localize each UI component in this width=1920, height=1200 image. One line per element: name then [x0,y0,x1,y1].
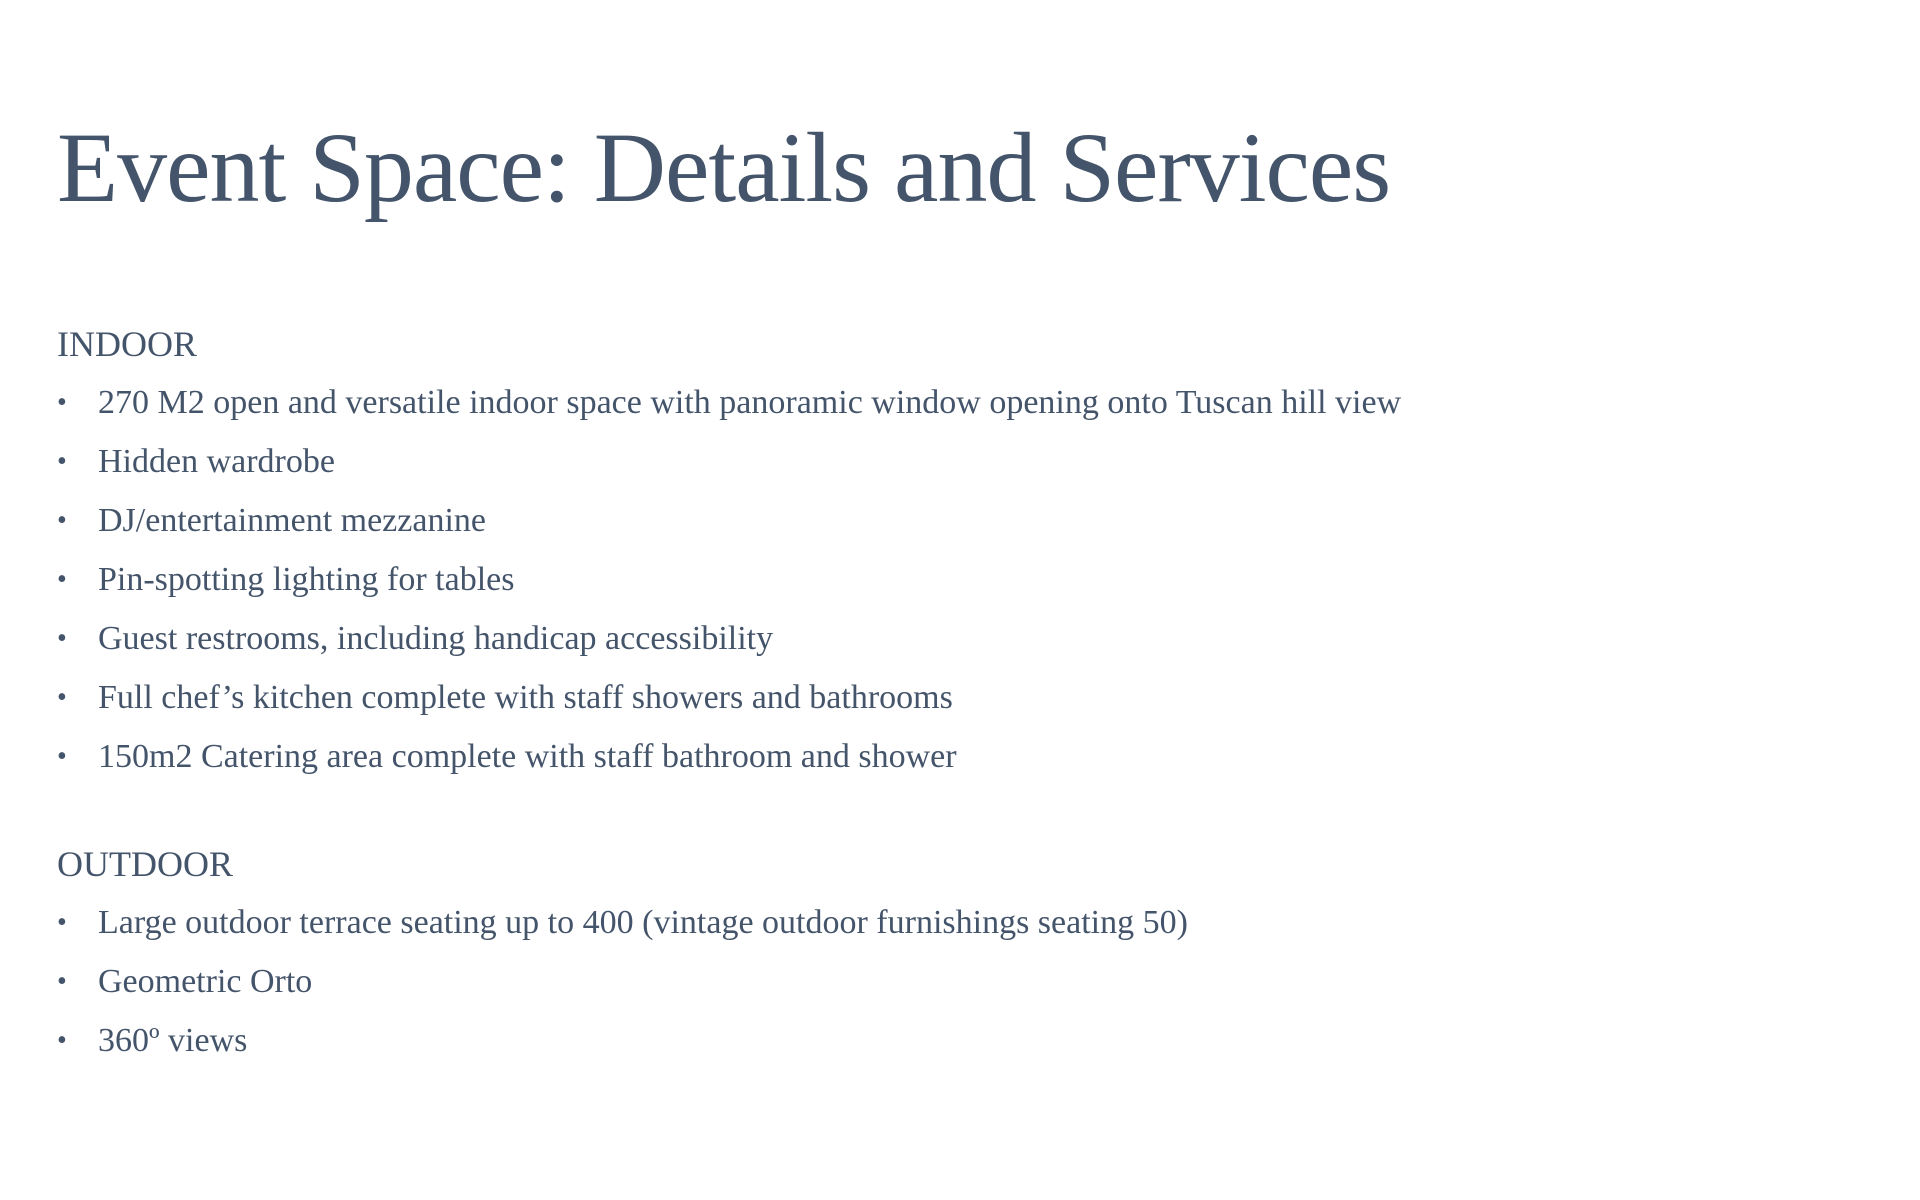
list-item-text: Large outdoor terrace seating up to 400 (vintage outdoor furnishings seating 50) [98,904,1188,941]
bullet-icon: • [57,682,67,713]
list-item [57,899,1857,947]
slide-title: Event Space: Details and Services [57,112,1391,223]
list-item-text: Pin-spotting lighting for tables [98,561,515,598]
list-item-text: 270 M2 open and versatile indoor space with panoramic window opening onto Tuscan hill view [98,384,1402,421]
bullet-icon: • [57,505,67,536]
list-item [57,674,1857,722]
list-item-text: Full chef’s kitchen complete with staff showers and bathrooms [98,679,953,716]
list-item-text: Guest restrooms, including handicap accessibility [98,620,774,657]
section-spacer [57,792,1857,840]
bullet-icon: • [57,387,67,418]
bullet-icon: • [57,1025,67,1056]
list-item-text: 150m2 Catering area complete with staff bathroom and shower [98,738,957,775]
bullet-icon: • [57,907,67,938]
outdoor-heading: OUTDOOR [57,844,233,884]
list-item-text: Hidden wardrobe [98,443,335,480]
slide-content [57,320,1857,1076]
list-item [57,438,1857,486]
list-item [57,615,1857,663]
list-item-text: DJ/entertainment mezzanine [98,502,486,539]
outdoor-list [57,899,1857,1065]
bullet-icon: • [57,966,67,997]
bullet-icon: • [57,741,67,772]
indoor-list [57,379,1857,781]
list-item [57,556,1857,604]
list-item [57,497,1857,545]
outdoor-section [57,840,1857,1065]
list-item-text: Geometric Orto [98,963,313,1000]
indoor-section [57,320,1857,781]
list-item [57,379,1857,427]
list-item [57,733,1857,781]
list-item [57,958,1857,1006]
list-item-text: 360º views [98,1022,248,1059]
list-item [57,1017,1857,1065]
bullet-icon: • [57,446,67,477]
bullet-icon: • [57,564,67,595]
bullet-icon: • [57,623,67,654]
indoor-heading: INDOOR [57,324,197,364]
